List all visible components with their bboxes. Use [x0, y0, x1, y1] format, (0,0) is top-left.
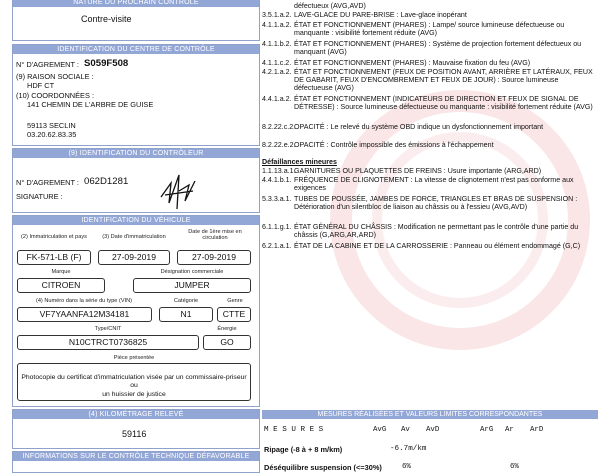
defaillance-desc: ÉTAT ET FONCTIONNEMENT (PHARES) : Système de projection fortement défectueux ou manquant (AVG): [294, 40, 582, 57]
genre-value: CTTE: [217, 307, 251, 322]
defaillance-code: 6.1.1.g.1.: [262, 223, 292, 231]
controleur-agrement-value: 062D1281: [84, 176, 129, 187]
piece-text-line2: un huissier de justice: [102, 390, 166, 398]
date-circ-value: 27-09-2019: [177, 250, 251, 265]
mesures-column-label: AvG: [373, 426, 387, 434]
designation-label: Désignation commerciale: [160, 269, 224, 275]
piece-label: Pièce présentée: [113, 355, 155, 361]
kilometrage-panel: [12, 409, 260, 449]
defaillance-code: 3.5.1.a.2.: [262, 11, 292, 19]
address-line1: 141 CHEMIN DE L'ARBRE DE GUISE: [27, 100, 154, 109]
date-circ-label: [175, 229, 255, 242]
type-label: Type/CNIT: [94, 326, 122, 332]
signature-scribble: [155, 165, 205, 211]
energie-value: GO: [203, 335, 251, 350]
infos-header: INFORMATIONS SUR LE CONTRÔLE TECHNIQUE DÉFAVORABLE: [13, 452, 259, 461]
mesures-column-label: Ar: [505, 426, 514, 434]
categorie-label: Catégorie: [173, 298, 199, 304]
defaillance-desc: ÉTAT ET FONCTIONNEMENT (PHARES) : Mauvaise fixation du feu (AVG): [294, 59, 531, 67]
piece-box: [17, 363, 251, 401]
defaillance-desc: défectueux (AVG,AVD): [294, 2, 366, 10]
signature-label: SIGNATURE :: [16, 192, 63, 201]
vehicule-panel: [12, 215, 260, 407]
marque-value: CITROEN: [17, 278, 105, 293]
nature-panel: [12, 0, 260, 41]
piece-text-line1: Photocopie du certificat d'immatriculation visée par un commissaire-priseur ou: [21, 374, 247, 390]
defaillance-code: 8.2.22.e.2.: [262, 141, 296, 149]
raison-label: (9) RAISON SOCIALE :: [16, 72, 94, 81]
vehicule-header: IDENTIFICATION DU VÉHICULE: [13, 216, 259, 225]
defaillance-desc: TUBES DE POUSSÉE, JAMBES DE FORCE, TRIANGLES ET BRAS DE SUSPENSION : Détérioration d'un silentbloc de liaison au châssis ou à l'essieu (AVG,AVD): [294, 195, 578, 212]
address-line3: 03.20.62.83.35: [27, 130, 77, 139]
date-circ-label-text: Date de 1ère mise en circulation: [188, 229, 242, 242]
defaillance-code: 1.1.13.a.1.: [262, 167, 296, 175]
address-line2: 59113 SECLIN: [27, 121, 76, 130]
defaillance-code: 6.2.1.a.1.: [262, 242, 292, 250]
efficacite-value2: 6%: [510, 463, 519, 471]
defaillance-code: 4.1.1.c.2.: [262, 59, 292, 67]
centre-agrement-value: S059F508: [84, 58, 129, 69]
designation-value: JUMPER: [133, 278, 251, 293]
vin-value: VF7YAANFA12M34181: [17, 307, 152, 322]
mesures-column-label: Av: [401, 426, 410, 434]
raison-value: HDF CT: [27, 81, 55, 90]
mesures-header: MESURES RÉALISÉES ET VALEURS LIMITES CORRESPONDANTES: [262, 410, 598, 419]
defaillance-desc: OPACITÉ : Contrôle impossible des émissions à l'échappement: [294, 141, 494, 149]
defaillance-desc: FRÉQUENCE DE CLIGNOTEMENT : La vitesse de clignotement n'est pas conforme aux exigences: [294, 176, 574, 193]
ripage-label: Ripage (-8 à + 8 m/km): [264, 445, 343, 454]
vin-label: (4) Numéro dans la série du type (VIN): [35, 298, 133, 304]
mineures-title: Défaillances mineures: [262, 158, 337, 166]
controleur-header: (9) IDENTIFICATION DU CONTRÔLEUR: [13, 149, 259, 158]
defaillance-desc: ÉTAT GÉNÉRAL DU CHÂSSIS : Modification ne permettant pas le contrôle d'une partie du châssis (G,ARG,AR,ARD): [294, 223, 579, 240]
kilometrage-value: 59116: [122, 429, 147, 439]
controleur-agrement-label: N° D'AGREMENT :: [16, 178, 79, 187]
marque-label: Marque: [51, 269, 71, 275]
coord-label: (10) COORDONNÉES :: [16, 91, 95, 100]
defaillance-desc: ÉTAT DE LA CABINE ET DE LA CARROSSERIE : Panneau ou élément endommagé (G,C): [294, 242, 581, 250]
mesures-column-label: ArD: [530, 426, 544, 434]
efficacite-label: Déséquilibre suspension (<=30%): [264, 463, 382, 472]
date-immat-value: 27-09-2019: [98, 250, 170, 265]
defaillance-code: 5.3.3.a.1.: [262, 195, 292, 203]
defaillance-code: 8.2.22.c.2.: [262, 123, 296, 131]
date-immat-label: (3) Date d'immatriculation: [102, 234, 166, 240]
centre-header: IDENTIFICATION DU CENTRE DE CONTRÔLE: [13, 45, 259, 54]
nature-value: Contre-visite: [81, 14, 132, 24]
genre-label: Genre: [227, 298, 243, 304]
defaillance-desc: ÉTAT ET FONCTIONNEMENT (INDICATEURS DE DIRECTION ET FEUX DE SIGNAL DE DÉTRESSE) : Source lumineuse défectueuse ou manquante : visibilité fortement réduite (AVG): [294, 95, 593, 112]
defaillance-code: 4.1.1.a.2.: [262, 21, 292, 29]
defaillance-code: 4.4.1.b.1.: [262, 176, 292, 184]
defaillance-code: 4.1.1.b.2.: [262, 40, 292, 48]
mesures-column-label: AvD: [426, 426, 440, 434]
defaillance-desc: OPACITÉ : Le relevé du système OBD indique un dysfonctionnement important: [294, 123, 544, 131]
efficacite-value1: 6%: [402, 463, 411, 471]
kilometrage-header: (4) KILOMÉTRAGE RELEVÉ: [13, 410, 259, 419]
defaillance-desc: ÉTAT ET FONCTIONNEMENT (PHARES) : Lampe/ source lumineuse défectueuse ou manquante : visibilité fortement réduite (AVG): [294, 21, 565, 38]
ripage-value: -6.7m/km: [390, 445, 427, 453]
defaillance-desc: GARNITURES OU PLAQUETTES DE FREINS : Usure importante (ARG,ARD): [294, 167, 542, 175]
type-value: N10CTRCT0736825: [17, 335, 199, 350]
controleur-panel: [12, 148, 260, 213]
immat-label: (2) Immatriculation et pays: [21, 234, 87, 240]
centre-agrement-label: N° D'AGREMENT :: [16, 60, 79, 69]
defaillance-desc: ÉTAT ET FONCTIONNEMENT (FEUX DE POSITION AVANT, ARRIÈRE ET LATÉRAUX, FEUX DE GABARIT, FEUX D'ENCOMBREMENT ET FEUX DE JOUR) : Source lumineuse défectueuse (AVG): [294, 68, 593, 93]
mesures-title: M E S U R E S: [264, 426, 324, 434]
energie-label: Énergie: [217, 326, 237, 332]
immat-value: FK-571-LB (F): [17, 250, 91, 265]
centre-panel: [12, 44, 260, 146]
defaillance-code: 4.2.1.a.2.: [262, 68, 292, 76]
mesures-column-label: ArG: [480, 426, 494, 434]
nature-header: NATURE DU PROCHAIN CONTRÔLE: [13, 0, 259, 7]
defaillance-desc: LAVE-GLACE DU PARE-BRISE : Lave-glace inopérant: [294, 11, 467, 19]
categorie-value: N1: [159, 307, 213, 322]
defaillance-code: 4.4.1.a.2.: [262, 95, 292, 103]
